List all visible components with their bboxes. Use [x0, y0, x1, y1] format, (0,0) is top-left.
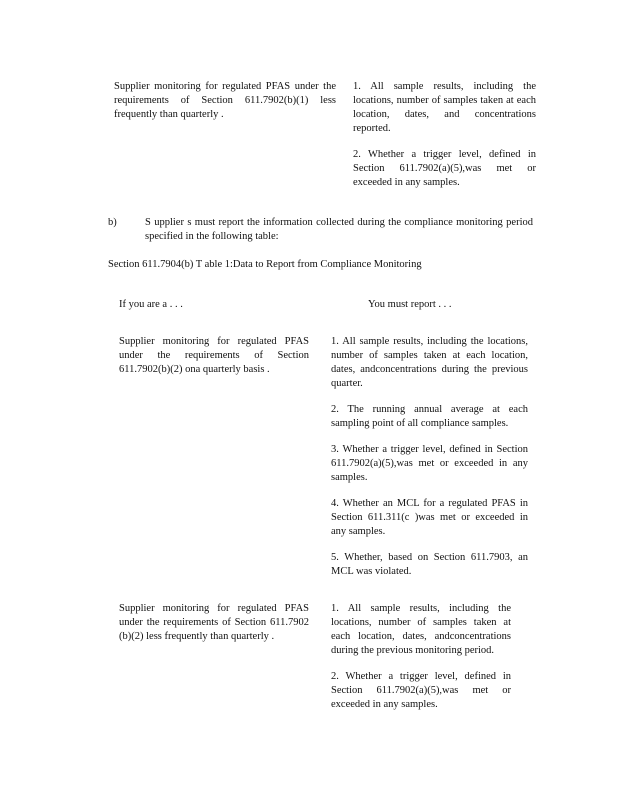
- table-row-2-right: [331, 602, 511, 712]
- table-row-2-left: [119, 602, 309, 644]
- table-row-2-item-1: 1. All sample results, including the locations, number of samples taken at each location, dates, andconcentrations during the previous monitoring period.: [331, 603, 511, 656]
- clause-b-text: S upplier s must report the information collected during the compliance monitoring period specified in the following table:: [145, 217, 533, 242]
- table-row-1-right: [331, 335, 528, 579]
- table-row-1-item-2: 2. The running annual average at each sampling point of all compliance samples.: [331, 404, 528, 429]
- top-row-item-2: 2. Whether a trigger level, defined in Section 611.7902(a)(5),was met or exceeded in any samples.: [353, 149, 536, 188]
- table-row-1-left-text: Supplier monitoring for regulated PFAS under the requirements of Section 611.7902(b)(2) ona quarterly basis .: [119, 336, 309, 375]
- table-caption: Section 611.7904(b) T able 1:Data to Report from Compliance Monitoring: [108, 259, 422, 270]
- top-row-item-1: 1. All sample results, including the locations, number of samples taken at each location, dates, and concentrations reported.: [353, 81, 536, 134]
- table-row-1-item-5: 5. Whether, based on Section 611.7903, an MCL was violated.: [331, 552, 528, 577]
- top-row-left-cell: [114, 80, 336, 122]
- top-row-right-cell: [353, 80, 536, 190]
- table-row-1-item-3: 3. Whether a trigger level, defined in Section 611.7902(a)(5),was met or exceeded in any samples.: [331, 444, 528, 483]
- clause-b-marker: b): [108, 217, 117, 228]
- table-row-2-item-2: 2. Whether a trigger level, defined in Section 611.7902(a)(5),was met or exceeded in any samples.: [331, 671, 511, 710]
- table-row-1-item-4: 4. Whether an MCL for a regulated PFAS in Section 611.311(c )was met or exceeded in any samples.: [331, 498, 528, 537]
- column-header-left: If you are a . . .: [119, 299, 183, 310]
- column-header-right: You must report . . .: [368, 299, 452, 310]
- table-row-2-left-text: Supplier monitoring for regulated PFAS under the requirements of Section 611.7902 (b)(2) less frequently than quarterly .: [119, 603, 309, 642]
- top-row-left-text: Supplier monitoring for regulated PFAS under the requirements of Section 611.7902(b)(1) less frequently than quarterly .: [114, 81, 336, 120]
- table-row-1-item-1: 1. All sample results, including the locations, number of samples taken at each location, dates, andconcentrations during the previous quarter.: [331, 336, 528, 389]
- table-row-1-left: [119, 335, 309, 377]
